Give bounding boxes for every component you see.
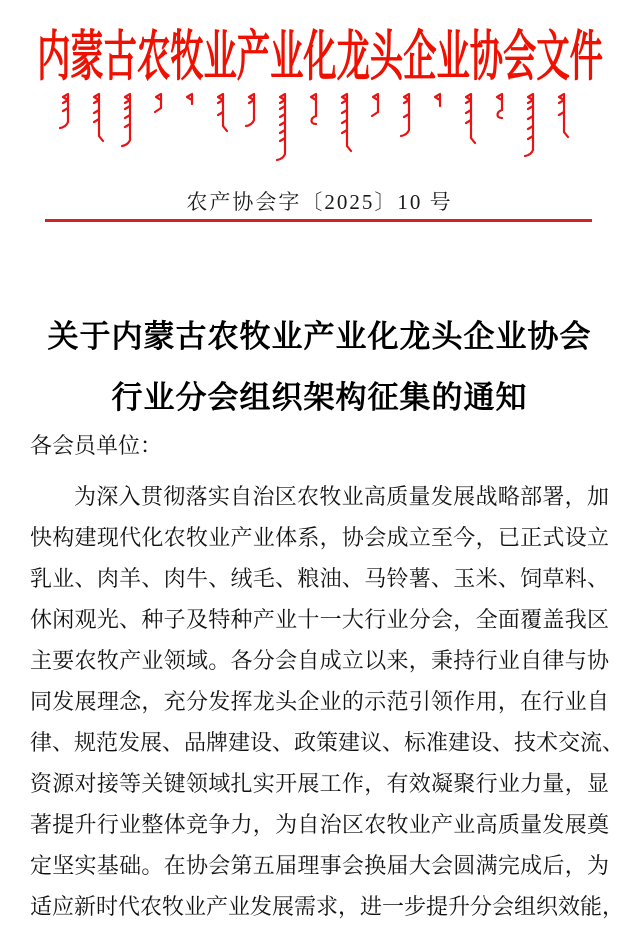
mongolian-word [342,94,351,151]
mongolian-word [311,94,316,124]
mongolian-word [60,94,68,128]
mongolian-word [94,94,103,141]
doc-number: 农产协会字〔2025〕10 号 [186,190,453,214]
document-title-line2: 行业分会组织架构征集的通知 [111,380,528,415]
body-line: 著提升行业整体竞争力，为自治区农牧业产业高质量发展奠 [30,812,609,837]
mongolian-word [218,94,227,131]
document-title [0,306,639,428]
body-paragraph [30,476,625,927]
body-line: 为深入贯彻落实自治区农牧业高质量发展战略部署，加 [74,484,609,509]
body-line: 休闲观光、种子及特种产业十一大行业分会，全面覆盖我区 [30,607,609,632]
mongolian-word [559,94,568,137]
mongolian-word [497,94,502,118]
body-line: 资源对接等关键领域扎实开展工作，有效凝聚行业力量，显 [30,771,609,796]
body-line: 快构建现代化农牧业产业体系，协会成立至今，已正式设立 [30,525,609,550]
mongolian-word [466,94,475,143]
document-title-line1: 关于内蒙古农牧业产业化龙头企业协会 [47,319,592,354]
mongolian-word [246,94,254,126]
body-line: 定坚实基础。在协会第五届理事会换届大会圆满完成后，为 [30,853,609,878]
mongolian-word [435,94,440,106]
red-divider-line [45,219,592,222]
body-line: 适应新时代农牧业产业发展需求，进一步提升分会组织效能， [30,894,625,919]
mongolian-word [155,94,161,112]
body-line: 乳业、肉羊、肉牛、绒毛、粮油、马铃薯、玉米、饲草料、 [30,566,609,591]
mongolian-word [525,94,533,156]
red-masthead [0,27,639,88]
body-line: 律、规范发展、品牌建设、政策建议、标准建设、技术交流、 [30,730,625,755]
org-title: 内蒙古农牧业产业化龙头企业协会文件 [36,27,603,88]
mongolian-word [401,94,409,136]
mongolian-word [187,94,192,104]
body-line: 主要农牧产业领域。各分会自成立以来，秉持行业自律与协 [30,648,609,673]
body-line: 同发展理念，充分发挥龙头企业的示范引领作用，在行业自 [30,689,609,714]
salutation: 各会员单位： [30,433,163,458]
mongolian-word [277,94,285,160]
mongolian-script-banner [0,86,639,171]
mongolian-word [122,94,130,146]
mongolian-word [372,94,378,116]
